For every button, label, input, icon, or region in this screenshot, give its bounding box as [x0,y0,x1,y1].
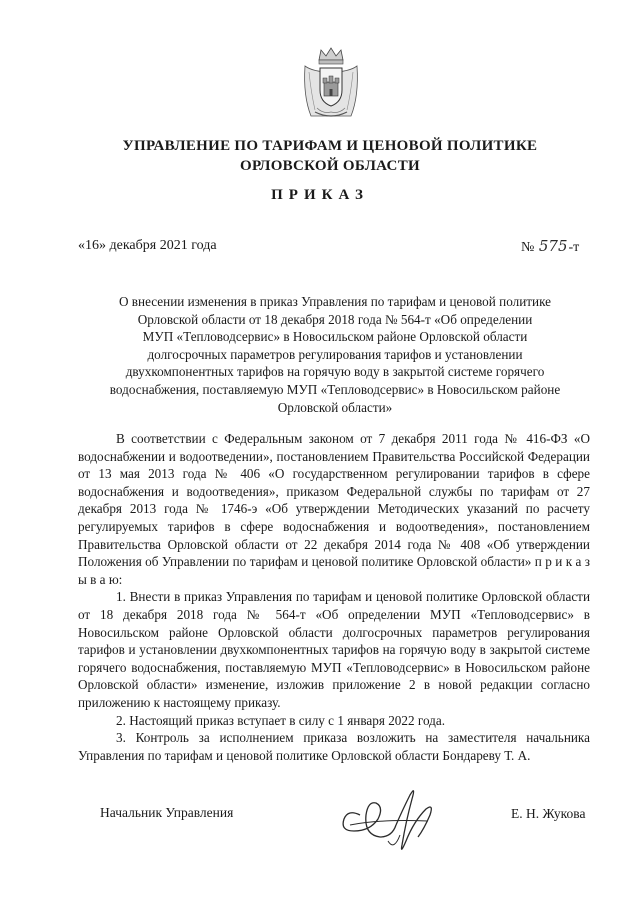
subject-line: водоснабжения, поставляемую МУП «Тепловодсервис» в Новосильском районе [109,381,561,397]
subject-line: двухкомпонентных тарифов на горячую воду в закрытой системе горячего [125,364,545,380]
order-number-suffix: -т [568,240,580,255]
subject-line: долгосрочных параметров регулирования тарифов и установлении [147,346,523,362]
order-item-3: 3. Контроль за исполнением приказа возложить на заместителя начальника Управления по тарифам и ценовой политике Орловской области Бондареву Т. А. [78,730,590,763]
organization-title [60,136,600,176]
subject-line: О внесении изменения в приказ Управления по тарифам и ценовой политике [118,294,552,309]
handwritten-signature-icon [330,775,445,857]
organization-title-line-2: ОРЛОВСКОЙ ОБЛАСТИ [240,158,420,174]
preamble-paragraph: В соответствии с Федеральным законом от 7 декабря 2011 года № 416-ФЗ «О водоснабжении и водоотведении», постановлением Правительства Российской Федерации от 13 мая 2013 года № 406 «О государственном регулировании тарифов в сфере водоснабжения и водоотведения», приказом Федеральной службы по тарифам от 27 декабря 2013 года № 1746-э «Об утверждении Методических указаний по расчету регулируемых тарифов в сфере водоснабжения и водоотведения», постановлением Правительства Орловской области от 22 декабря 2014 года № 408 «Об утверждении Положения об Управлении по тарифам и ценовой политике Орловской области» п р и к а з ы в а ю: [78,431,590,587]
order-number [521,237,579,256]
subject-line: МУП «Тепловодсервис» в Новосильском районе Орловской области [142,329,528,345]
subject-line: Орловской области от 18 декабря 2018 года № 564-т «Об определении [137,311,533,327]
document-type-heading: ПРИКАЗ [271,187,369,203]
organization-title-line-1: УПРАВЛЕНИЕ ПО ТАРИФАМ И ЦЕНОВОЙ ПОЛИТИКЕ [122,138,538,154]
order-item-2: 2. Настоящий приказ вступает в силу с 1 января 2022 года. [116,712,446,728]
order-number-prefix: № [521,240,535,255]
subject-line: Орловской области» [277,399,393,415]
coat-of-arms-icon [301,46,361,122]
order-date: «16» декабря 2021 года [78,238,217,253]
signer-position: Начальник Управления [100,805,234,820]
order-number-handwritten: 575 [538,237,568,255]
signer-name: Е. Н. Жукова [511,806,586,821]
order-item-1: 1. Внести в приказ Управления по тарифам и ценовой политике Орловской области от 18 декабря 2018 года № 564-т «Об определении МУП «Тепловодсервис» в Новосильском районе Орловской области долгосрочных параметров регулирования тарифов и установлении двухкомпонентных тарифов на горячую воду в закрытой системе горячего водоснабжения, поставляемую МУП «Тепловодсервис» в Новосильском районе Орловской области» изменение, изложив приложение 2 в новой редакции согласно приложению к настоящему приказу. [78,589,590,710]
order-body [78,430,590,764]
order-subject [70,293,600,416]
